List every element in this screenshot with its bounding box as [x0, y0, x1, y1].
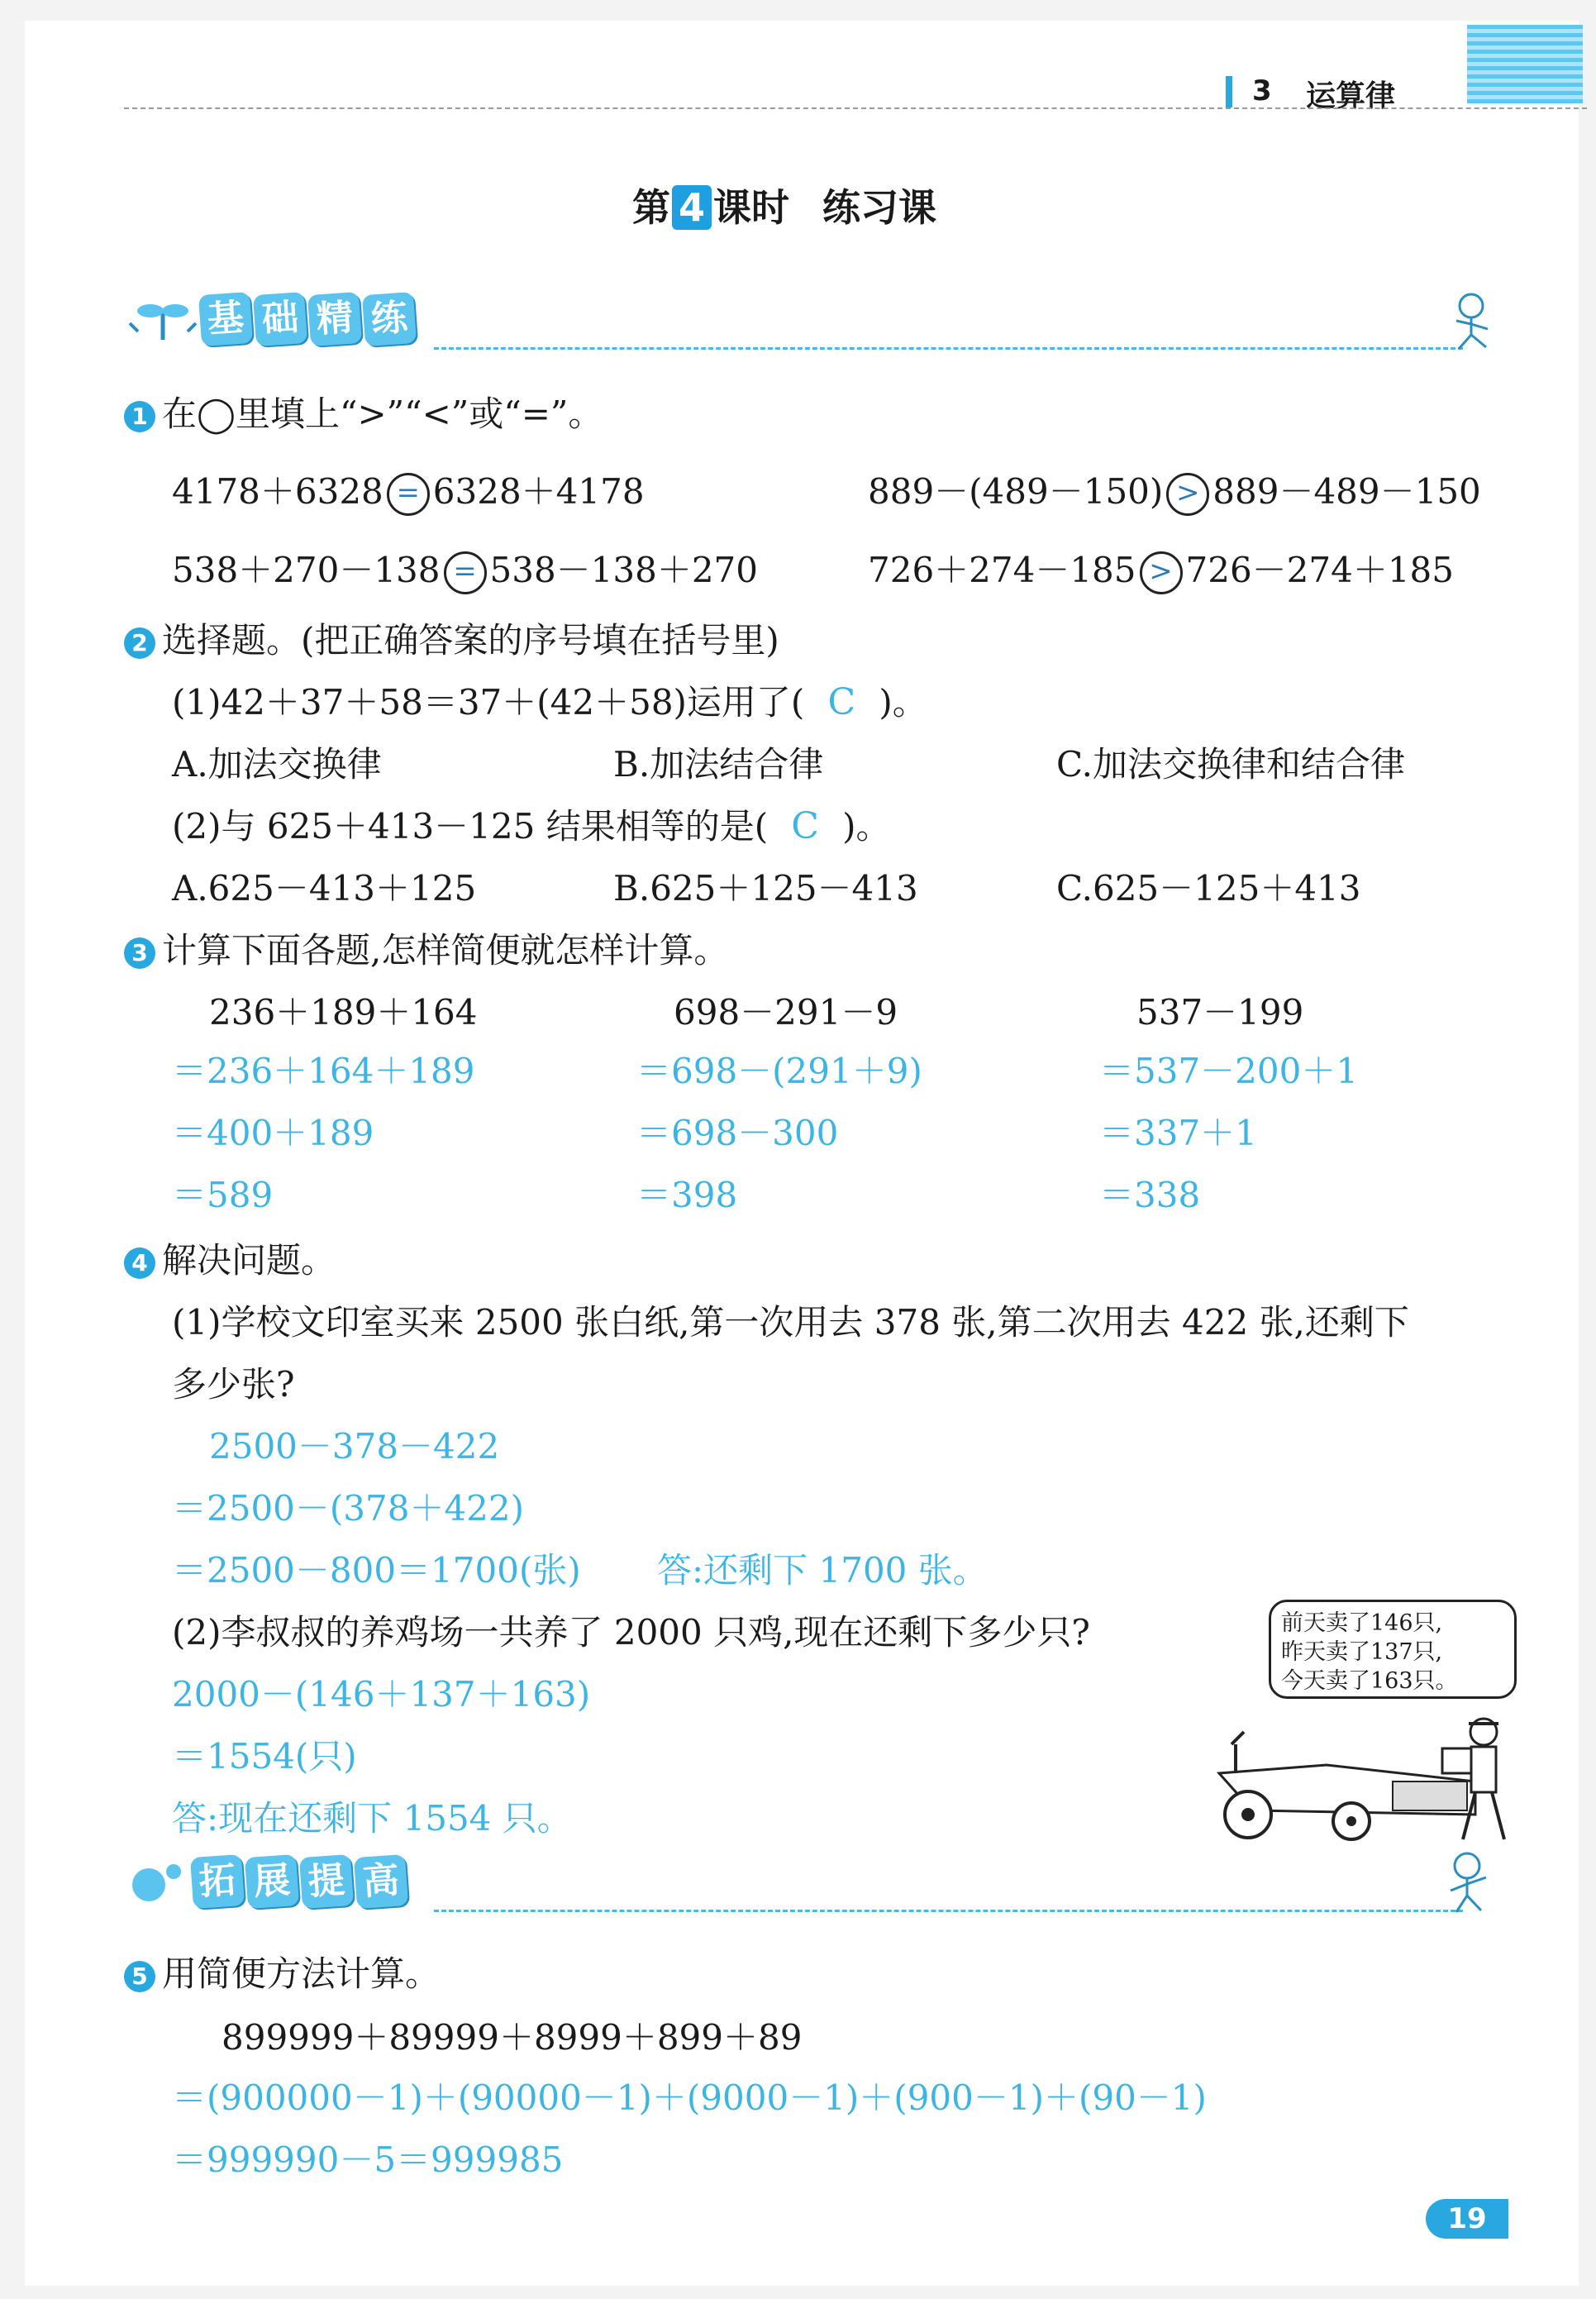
q1-left: 889－(489－150)	[868, 471, 1164, 512]
q2-stem-end: )。	[842, 806, 891, 847]
q4-sub1-step: ＝2500－(378＋422)	[172, 1488, 524, 1529]
section-char: 拓	[190, 1854, 245, 1909]
q3-step: ＝537－200＋1	[1099, 1051, 1359, 1091]
q5-number: 5	[124, 1961, 155, 1992]
section-char: 精	[307, 292, 362, 346]
q3-step: ＝337＋1	[1099, 1113, 1257, 1153]
page-number: 19	[1426, 2199, 1508, 2239]
q4-sub2-text: (2)李叔叔的养鸡场一共养了 2000 只鸡,现在还剩下多少只?	[172, 1612, 1090, 1653]
q5-expr: 899999＋89999＋8999＋899＋89	[222, 2017, 803, 2058]
chapter-number: 3	[1252, 74, 1272, 107]
q4-sub1-line1: (1)学校文印室买来 2500 张白纸,第一次用去 378 张,第二次用去 422 张,还剩下	[172, 1302, 1409, 1343]
q2-sub2-answer: C	[791, 805, 819, 847]
bubble-line: 昨天卖了137只,	[1281, 1639, 1443, 1665]
header-decoration	[1467, 25, 1583, 103]
section-char: 练	[362, 292, 417, 346]
section-char: 高	[354, 1854, 408, 1909]
q2-option: C.625－125＋413	[1056, 868, 1361, 909]
q3-number: 3	[124, 937, 155, 969]
q3-step: ＝698－300	[636, 1113, 839, 1153]
q2-sub1-stem	[172, 675, 927, 725]
section-char: 础	[253, 292, 307, 346]
section-char: 基	[198, 292, 253, 346]
q1-number: 1	[124, 401, 155, 432]
q4-number: 4	[124, 1247, 155, 1279]
lesson-name: 练习课	[822, 185, 937, 230]
bubbles-icon	[126, 1857, 192, 1906]
q5-step: ＝(900000－1)＋(90000－1)＋(9000－1)＋(900－1)＋(90－1)	[172, 2077, 1207, 2118]
q2-text: 选择题。(把正确答案的序号填在括号里)	[162, 620, 779, 661]
q1-item	[172, 543, 758, 594]
q3-step: ＝400＋189	[172, 1113, 374, 1153]
q4-sub2-step: 2000－(146＋137＋163)	[172, 1674, 591, 1715]
q2-option: A.625－413＋125	[172, 868, 477, 909]
chapter-title: 运算律	[1306, 79, 1396, 113]
q1-item	[868, 543, 1454, 594]
q1-answer-circle: =	[444, 551, 487, 594]
q3-expr: 236＋189＋164	[209, 992, 478, 1033]
q4-text: 解决问题。	[162, 1240, 336, 1281]
section-char: 提	[299, 1854, 354, 1909]
q3-text: 计算下面各题,怎样简便就怎样计算。	[162, 930, 729, 971]
tractor-farmer-illustration	[1203, 1699, 1517, 1852]
q2-stem-text: (2)与 625＋413－125 结果相等的是(	[172, 806, 769, 847]
q1-item	[172, 465, 645, 516]
section-basic-banner	[126, 289, 418, 349]
q2-prompt	[124, 613, 779, 663]
header-divider	[124, 107, 1587, 109]
section-extend-banner	[126, 1852, 410, 1911]
q2-option: B.加法结合律	[613, 744, 824, 785]
q5-prompt	[124, 1947, 440, 1996]
section-divider	[434, 347, 1463, 350]
sprout-icon	[126, 294, 200, 344]
q3-expr: 698－291－9	[674, 992, 898, 1033]
q5-text: 用简便方法计算。	[162, 1953, 441, 1994]
bubble-line: 前天卖了146只,	[1281, 1610, 1443, 1636]
q1-right: 538－138＋270	[489, 550, 758, 590]
header-bar	[1226, 76, 1232, 107]
speech-bubble	[1269, 1600, 1517, 1699]
q3-step: ＝698－(291＋9)	[636, 1051, 922, 1091]
q3-step: ＝589	[172, 1175, 274, 1215]
q4-sub1-line2: 多少张?	[172, 1364, 295, 1405]
q1-text: 在◯里填上“>”“<”或“=”。	[162, 394, 603, 434]
q2-option: C.加法交换律和结合律	[1056, 744, 1405, 785]
q3-step: ＝398	[636, 1175, 738, 1215]
lesson-number: 4	[672, 185, 712, 230]
q4-sub2-answer: 答:现在还剩下 1554 只。	[172, 1798, 572, 1839]
q5-step: ＝999990－5＝999985	[172, 2139, 564, 2180]
lesson-prefix: 第	[632, 185, 670, 230]
q3-expr: 537－199	[1136, 992, 1304, 1033]
q4-sub1-step: ＝2500－800＝1700(张)	[172, 1550, 581, 1591]
lesson-suffix: 课时	[713, 185, 790, 230]
q1-right: 6328＋4178	[432, 471, 645, 512]
q2-stem-end: )。	[879, 682, 927, 723]
q2-option: B.625＋125－413	[613, 868, 918, 909]
q1-answer-circle: >	[1140, 551, 1183, 594]
q2-number: 2	[124, 627, 155, 659]
q4-prompt	[124, 1233, 336, 1283]
q1-answer-circle: >	[1166, 473, 1209, 516]
bubble-line: 今天卖了163只。	[1281, 1668, 1458, 1694]
q3-prompt	[124, 923, 728, 973]
q1-left: 538＋270－138	[172, 550, 441, 590]
q2-sub2-stem	[172, 799, 890, 849]
q4-sub1-step: 2500－378－422	[209, 1426, 500, 1467]
q3-step: ＝338	[1099, 1175, 1201, 1215]
q1-right: 726－274＋185	[1185, 550, 1454, 590]
q1-right: 889－489－150	[1212, 471, 1481, 512]
q1-answer-circle: =	[387, 473, 430, 516]
q1-prompt	[124, 387, 603, 436]
q2-option: A.加法交换律	[172, 744, 382, 785]
section-divider	[434, 1910, 1463, 1912]
q4-sub2-step: ＝1554(只)	[172, 1736, 357, 1777]
q1-left: 726＋274－185	[868, 550, 1136, 590]
q1-left: 4178＋6328	[172, 471, 384, 512]
q4-sub1-answer: 答:还剩下 1700 张。	[657, 1550, 988, 1591]
running-kid-icon	[1438, 289, 1504, 355]
kid-icon	[1430, 1848, 1504, 1918]
q2-stem-text: (1)42＋37＋58＝37＋(42＋58)运用了(	[172, 682, 805, 723]
lesson-title	[632, 178, 936, 232]
section-char: 展	[245, 1854, 299, 1909]
q2-sub1-answer: C	[827, 681, 856, 723]
q3-step: ＝236＋164＋189	[172, 1051, 475, 1091]
q1-item	[868, 465, 1481, 516]
